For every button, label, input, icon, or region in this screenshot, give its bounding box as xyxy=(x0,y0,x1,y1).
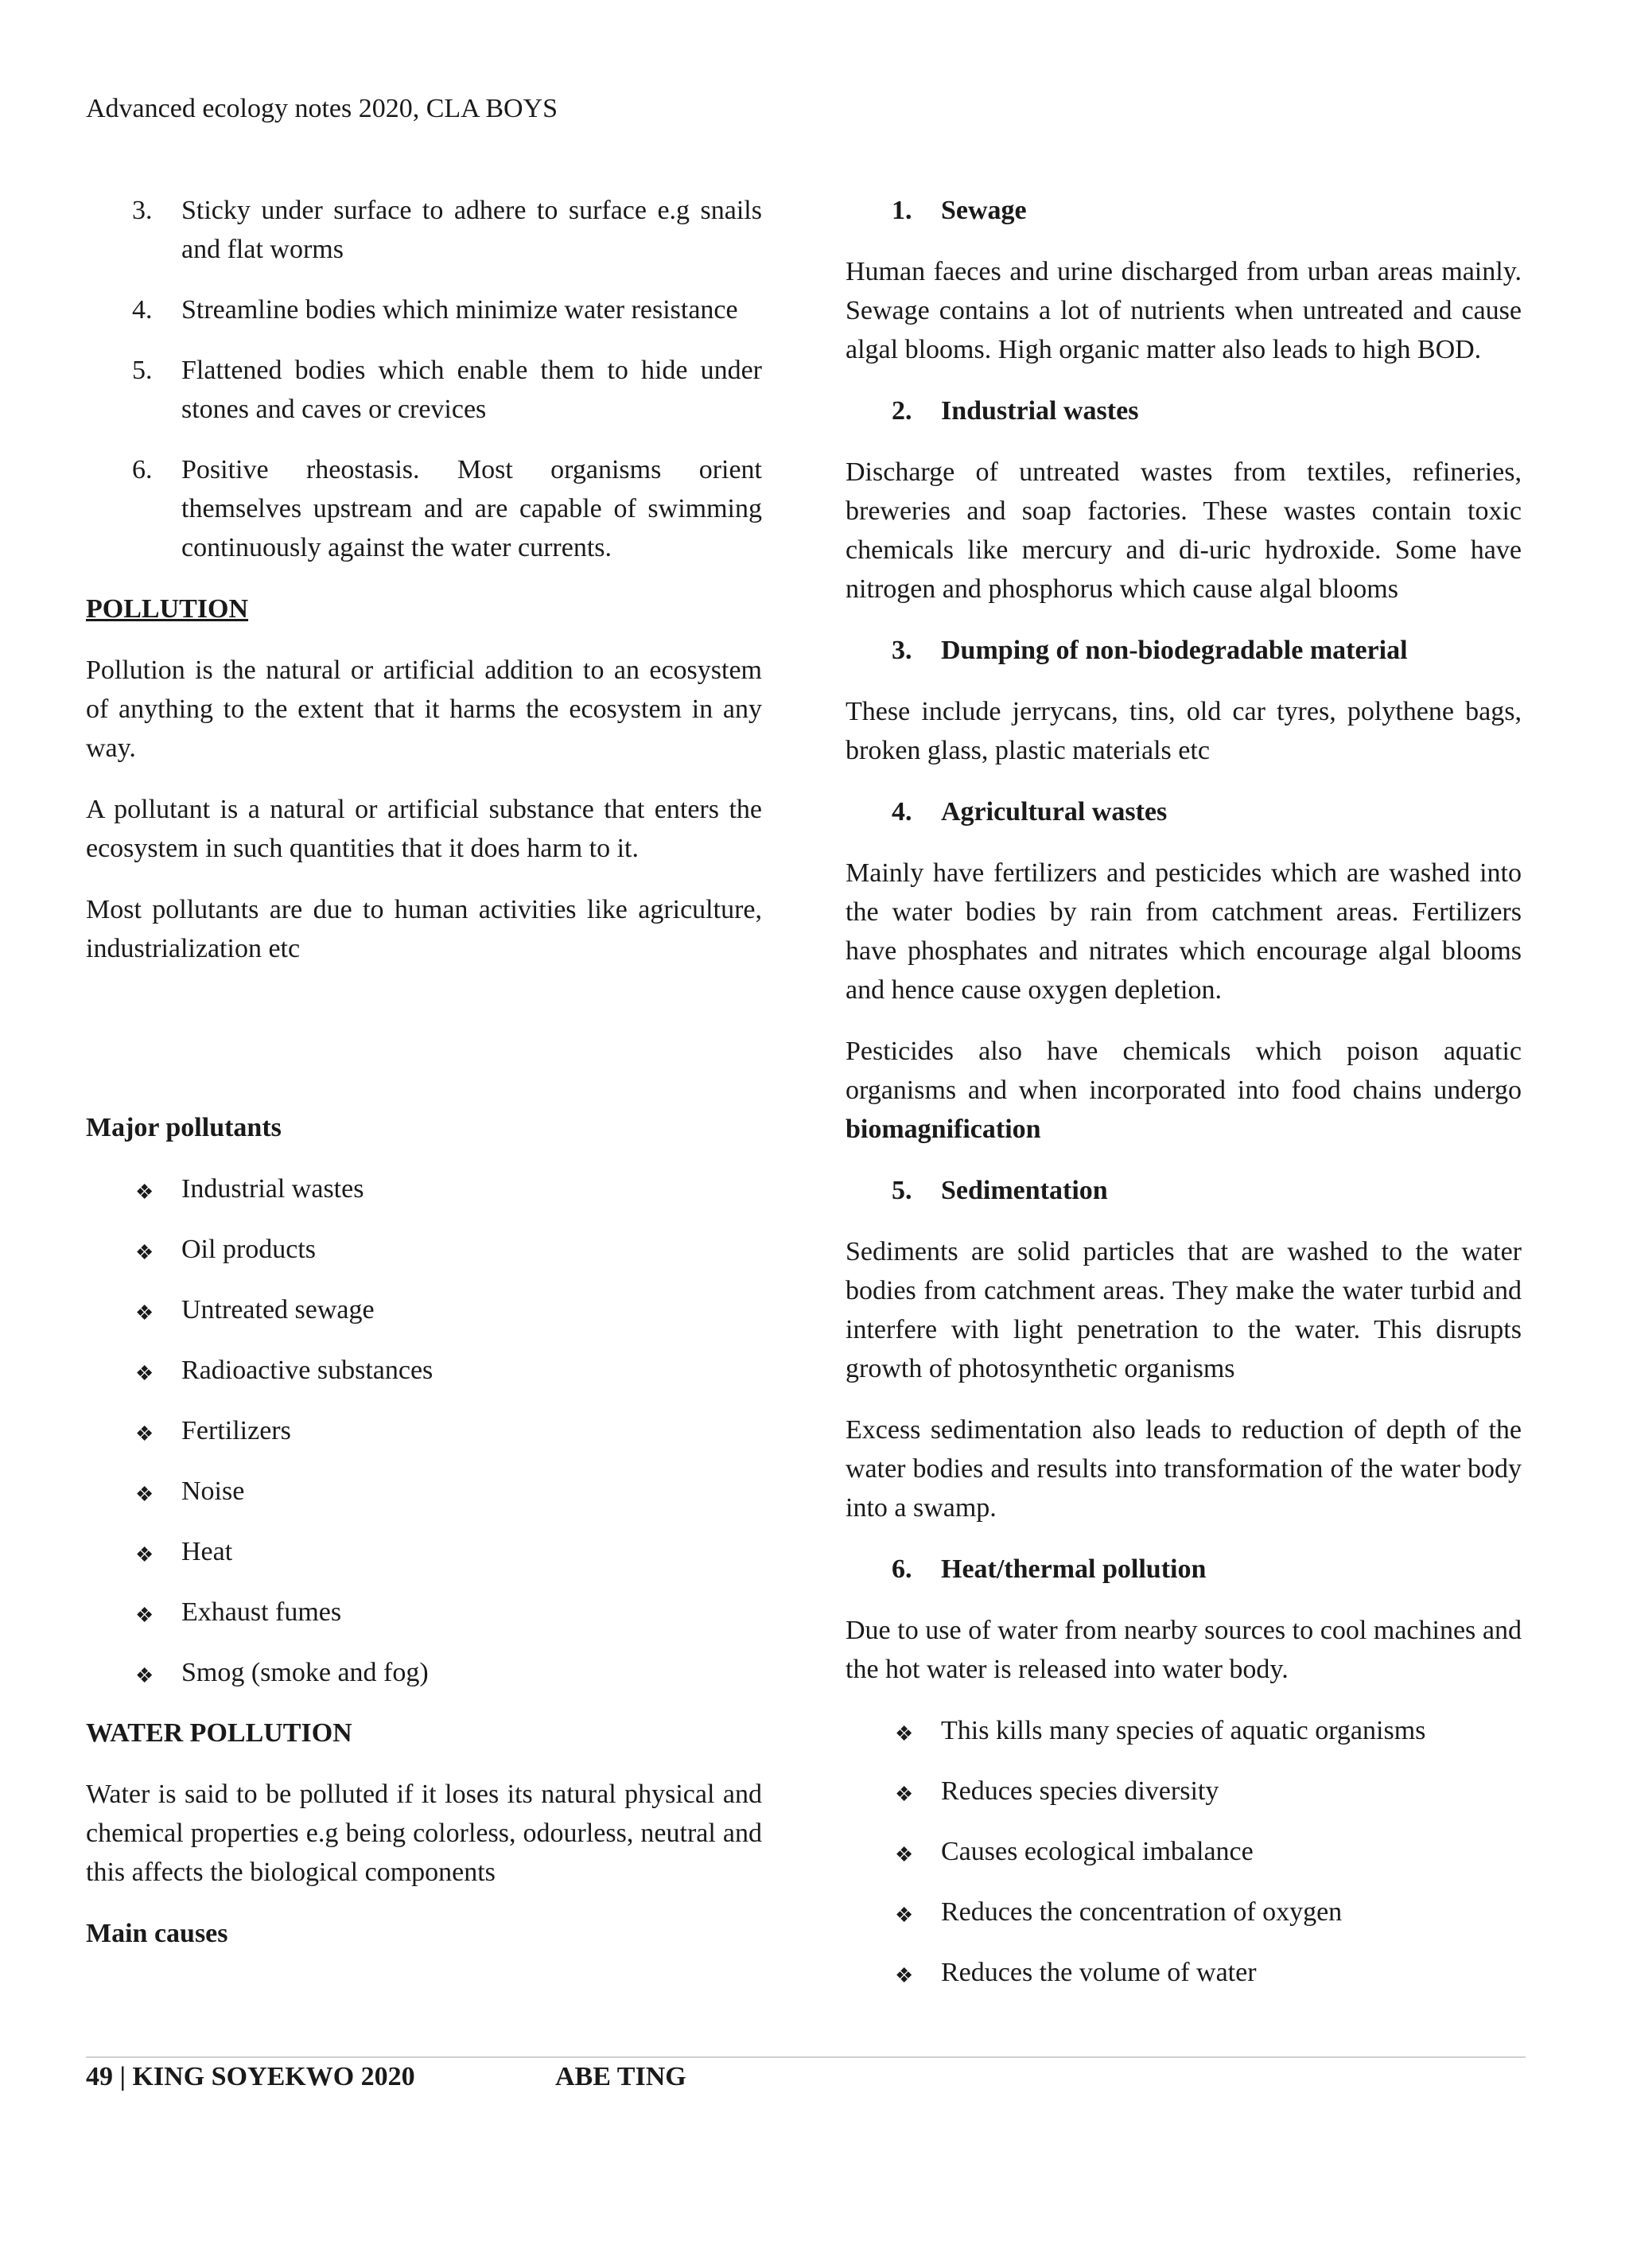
dumping-text: These include jerrycans, tins, old car tyres, polythene bags, broken glass, plastic materials etc xyxy=(846,697,1522,765)
page-footer xyxy=(86,2062,686,2092)
biomagnification-term: biomagnification xyxy=(846,1115,1041,1144)
diamond-bullet-icon: ❖ xyxy=(895,1843,914,1866)
water-pollution-heading: WATER POLLUTION xyxy=(86,1718,352,1748)
list-item: ❖ Oil products xyxy=(86,1230,762,1290)
pollution-definition: Pollution is the natural or artificial addition to an ecosystem of anything to the extent that it harms the ecosystem in any way. xyxy=(86,656,762,763)
heat-effects-list xyxy=(846,1711,1522,2013)
diamond-bullet-icon: ❖ xyxy=(135,1301,154,1325)
list-item: ❖ Smog (smoke and fog) xyxy=(86,1653,762,1714)
diamond-bullet-icon: ❖ xyxy=(135,1604,154,1627)
most-pollutants-text: Most pollutants are due to human activities like agriculture, industrialization etc xyxy=(86,895,762,963)
major-pollutants-heading: Major pollutants xyxy=(86,1113,282,1142)
right-column xyxy=(846,191,1522,2013)
diamond-bullet-icon: ❖ xyxy=(135,1543,154,1566)
pesticides-text: Pesticides also have chemicals which poison aquatic organisms and when incorporated into food chains undergo biomagnification xyxy=(846,1037,1522,1144)
list-item: 6. Positive rheostasis. Most organisms orient themselves upstream and are capable of swimming continuously against the water currents. xyxy=(132,455,762,562)
list-item: ❖ Industrial wastes xyxy=(86,1169,762,1230)
diamond-bullet-icon: ❖ xyxy=(135,1181,154,1204)
industrial-text: Discharge of untreated wastes from textiles, refineries, breweries and soap factories. These wastes contain toxic chemicals like mercury and di-uric hydroxide. Some have nitrogen and phosphorus which cause algal blooms xyxy=(846,457,1522,604)
sedimentation-text-2: Excess sedimentation also leads to reduction of depth of the water bodies and results into transformation of the water body into a swamp. xyxy=(846,1415,1522,1523)
list-item: ❖ Exhaust fumes xyxy=(86,1593,762,1653)
list-item: ❖ Reduces species diversity xyxy=(846,1772,1522,1832)
agricultural-text: Mainly have fertilizers and pesticides which are washed into the water bodies by rain from catchment areas. Fertilizers have phosphates and nitrates which encourage algal blooms and hence cause oxygen depletion. xyxy=(846,858,1522,1005)
sedimentation-text: Sediments are solid particles that are washed to the water bodies from catchment areas. They make the water turbid and interfere with light penetration to the water. This disrupts growth of photosynthetic organisms xyxy=(846,1237,1522,1383)
list-item: ❖ Untreated sewage xyxy=(86,1290,762,1351)
pollution-heading: POLLUTION xyxy=(86,594,249,624)
footer-author: ABE TING xyxy=(555,2062,686,2091)
industrial-heading: 2. Industrial wastes xyxy=(892,396,1139,426)
diamond-bullet-icon: ❖ xyxy=(135,1362,154,1385)
adaptation-list xyxy=(86,191,762,567)
diamond-bullet-icon: ❖ xyxy=(135,1664,154,1687)
list-item: ❖ Noise xyxy=(86,1472,762,1532)
main-causes-heading: Main causes xyxy=(86,1919,228,1948)
page-header: Advanced ecology notes 2020, CLA BOYS xyxy=(86,94,558,123)
heat-heading: 6. Heat/thermal pollution xyxy=(892,1554,1207,1584)
sedimentation-heading: 5. Sedimentation xyxy=(892,1176,1108,1205)
list-item: ❖ Heat xyxy=(86,1532,762,1593)
diamond-bullet-icon: ❖ xyxy=(895,1783,914,1806)
list-item: ❖ Radioactive substances xyxy=(86,1351,762,1411)
diamond-bullet-icon: ❖ xyxy=(135,1422,154,1445)
agricultural-heading: 4. Agricultural wastes xyxy=(892,797,1168,827)
footer-page-info: 49 | KING SOYEKWO 2020 xyxy=(86,2062,415,2091)
diamond-bullet-icon: ❖ xyxy=(135,1483,154,1506)
list-item: 3. Sticky under surface to adhere to surface e.g snails and flat worms xyxy=(132,196,762,264)
diamond-bullet-icon: ❖ xyxy=(895,1722,914,1745)
list-item: ❖ Reduces the concentration of oxygen xyxy=(846,1893,1522,1953)
sewage-heading: 1. Sewage xyxy=(892,196,1027,225)
diamond-bullet-icon: ❖ xyxy=(135,1241,154,1264)
diamond-bullet-icon: ❖ xyxy=(895,1964,914,1987)
heat-text: Due to use of water from nearby sources to cool machines and the hot water is released into water body. xyxy=(846,1616,1522,1684)
list-item: 4. Streamline bodies which minimize water resistance xyxy=(132,295,738,325)
footer-divider xyxy=(86,2056,1526,2058)
list-item: ❖ Fertilizers xyxy=(86,1411,762,1472)
sewage-text: Human faeces and urine discharged from urban areas mainly. Sewage contains a lot of nutrients when untreated and cause algal blooms. High organic matter also leads to high BOD. xyxy=(846,257,1522,364)
pollutant-definition: A pollutant is a natural or artificial substance that enters the ecosystem in such quantities that it does harm to it. xyxy=(86,795,762,863)
water-pollution-definition: Water is said to be polluted if it loses its natural physical and chemical properties e.g being colorless, odourless, neutral and this affects the biological components xyxy=(86,1780,762,1887)
list-item: ❖ Reduces the volume of water xyxy=(846,1953,1522,2013)
list-item: ❖ This kills many species of aquatic organisms xyxy=(846,1711,1522,1772)
diamond-bullet-icon: ❖ xyxy=(895,1904,914,1927)
dumping-heading: 3. Dumping of non-biodegradable material xyxy=(892,636,1408,665)
list-item: ❖ Causes ecological imbalance xyxy=(846,1832,1522,1893)
left-column xyxy=(86,191,762,1953)
list-item: 5. Flattened bodies which enable them to hide under stones and caves or crevices xyxy=(132,356,762,424)
major-pollutants-list xyxy=(86,1169,762,1714)
